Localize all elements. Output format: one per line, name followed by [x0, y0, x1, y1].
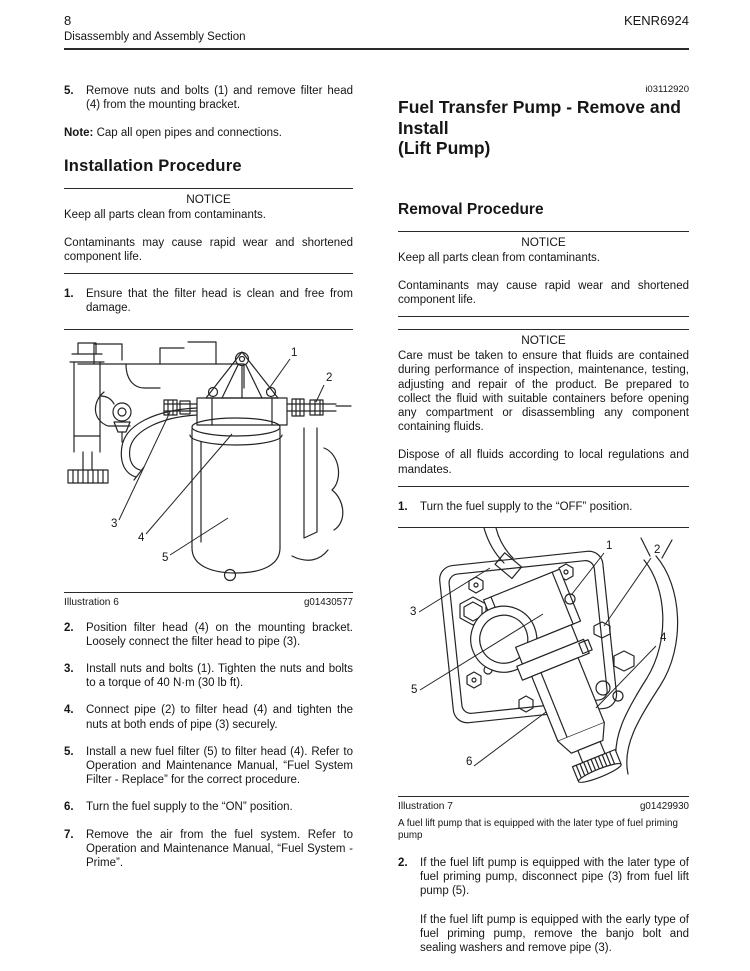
step-number: 1.: [64, 288, 74, 301]
install-step-5: [64, 745, 353, 788]
illustration-7-description: A fuel lift pump that is equipped with the later type of fuel priming pump: [398, 817, 678, 842]
illustration-label: Illustration 6: [64, 596, 119, 608]
step-number: 3.: [64, 663, 74, 676]
notice-box-contaminants-right: [398, 231, 689, 318]
notice-title: NOTICE: [186, 191, 231, 206]
step-text: Connect pipe (2) to filter head (4) and tighten the nuts at both ends of pipe (3) securely.: [86, 704, 353, 731]
left-column: [64, 84, 353, 955]
step-text: Turn the fuel supply to the “ON” position.: [86, 801, 293, 814]
notice-paragraph: Keep all parts clean from contaminants.: [64, 208, 266, 221]
notice-title: NOTICE: [521, 234, 566, 249]
document-code: KENR6924: [623, 13, 689, 28]
install-step-1: [64, 287, 353, 315]
step-text: Position filter head (4) on the mounting bracket. Loosely connect the filter head to pipe (3).: [86, 621, 353, 648]
notice-paragraph: Dispose of all fluids according to local regulations and mandates.: [398, 449, 689, 476]
callout-label: 2: [654, 543, 661, 556]
removal-step-1: [398, 500, 689, 514]
illustration-7-figure: [398, 527, 689, 797]
illustration-7-caption-row: [398, 801, 689, 812]
notice-paragraph: Care must be taken to ensure that fluids are contained during performance of inspection, maintenance, testing, adjusting and repair of the product. Be prepared to collect the fluid with suitable containers before opening any compartment or disassembling any component containing fluids.: [398, 350, 689, 434]
step-number: 6.: [64, 801, 74, 814]
install-step-2: [64, 621, 353, 649]
removal-step-2: [398, 856, 689, 899]
illustration-6-callouts: [111, 347, 332, 564]
callout-label: 4: [138, 531, 145, 544]
install-step-7: [64, 828, 353, 871]
two-column-layout: [64, 84, 689, 955]
removal-step-5: [64, 84, 353, 112]
step-number: 1.: [398, 500, 408, 513]
step-text: If the fuel lift pump is equipped with the later type of fuel priming pump, disconnect pipe (3) from fuel lift pump (5).: [420, 856, 689, 898]
graphic-code: g01429930: [639, 800, 689, 812]
note-paragraph: [64, 126, 353, 140]
step-number: 4.: [64, 704, 74, 717]
callout-label: 2: [326, 371, 333, 384]
callout-label: 4: [660, 631, 667, 644]
step-number: 5.: [64, 85, 74, 97]
section-title: Disassembly and Assembly Section: [64, 31, 246, 43]
install-step-6: [64, 800, 353, 814]
graphic-code: g01430577: [303, 596, 353, 608]
notice-paragraph: Contaminants may cause rapid wear and shortened component life.: [398, 279, 689, 306]
callout-label: 5: [411, 683, 418, 696]
notice-title: NOTICE: [521, 333, 566, 348]
callout-label: 6: [466, 755, 473, 768]
note-label: Note:: [64, 127, 94, 140]
notice-box-contaminants-left: [64, 188, 353, 275]
illustration-label: Illustration 7: [398, 800, 453, 812]
install-step-3: [64, 662, 353, 690]
step-text: Install nuts and bolts (1). Tighten the nuts and bolts to a torque of 40 N·m (30 lb ft).: [86, 663, 353, 690]
illustration-6-caption-row: [64, 597, 353, 608]
notice-paragraph: Contaminants may cause rapid wear and shortened component life.: [64, 236, 353, 264]
removal-procedure-heading: Removal Procedure: [398, 200, 544, 218]
callout-label: 5: [162, 551, 169, 564]
step-text: Remove the air from the fuel system. Refer to Operation and Maintenance Manual, “Fuel System - Prime”.: [86, 828, 353, 870]
callout-label: 3: [111, 517, 118, 530]
article-code: i03112920: [645, 84, 689, 95]
step-number: 2.: [64, 621, 74, 634]
right-column: [398, 84, 689, 955]
fuel-lift-pump-line-art: [398, 528, 689, 796]
installation-procedure-heading: Installation Procedure: [64, 156, 242, 175]
note-text: Cap all open pipes and connections.: [96, 127, 283, 140]
step-text: Remove nuts and bolts (1) and remove filter head (4) from the mounting bracket.: [86, 85, 353, 112]
callout-label: 3: [410, 605, 417, 618]
step-text: Install a new fuel filter (5) to filter head (4). Refer to Operation and Maintenance Manual, “Fuel System Filter - Replace” for the correct procedure.: [86, 745, 353, 787]
step-number: 2.: [398, 856, 408, 869]
install-step-4: [64, 703, 353, 731]
notice-paragraph: Keep all parts clean from contaminants.: [398, 251, 600, 264]
step-text: Ensure that the filter head is clean and free from damage.: [86, 288, 353, 315]
article-title: Fuel Transfer Pump - Remove and Install: [398, 97, 681, 138]
page-header: [64, 13, 689, 50]
step-number: 7.: [64, 828, 74, 841]
callout-label: 1: [606, 539, 613, 552]
step-number: 5.: [64, 745, 74, 758]
page-number: 8: [64, 13, 72, 28]
notice-box-fluids: [398, 329, 689, 487]
callout-label: 1: [291, 346, 298, 359]
installation-steps: [64, 621, 353, 871]
article-subtitle: (Lift Pump): [398, 138, 491, 158]
removal-step-2-continued: If the fuel lift pump is equipped with the early type of fuel priming pump, remove the banjo bolt and sealing washers and remove pipe (3).: [420, 913, 689, 954]
illustration-6-figure: [64, 329, 353, 593]
fuel-filter-line-art: [64, 330, 353, 592]
step-text: Turn the fuel supply to the “OFF” position.: [420, 500, 633, 513]
